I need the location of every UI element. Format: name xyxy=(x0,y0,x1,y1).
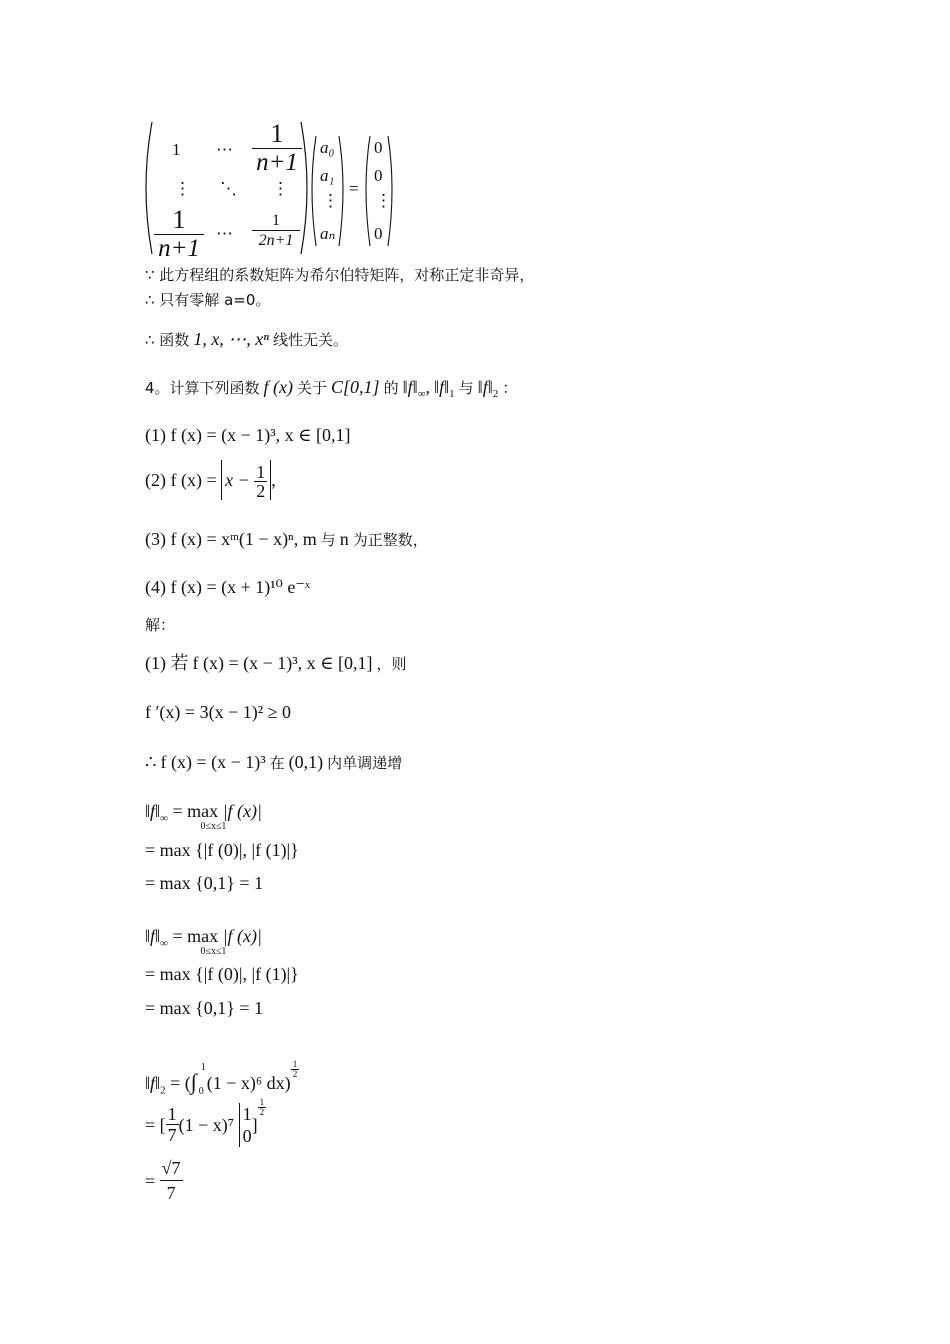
block3-l2-den: 7 xyxy=(167,1125,177,1146)
block3-l2-exp-den: 2 xyxy=(259,1107,265,1117)
item-2-x: x − xyxy=(225,470,250,490)
block2-max xyxy=(172,926,227,957)
block3-l2-eq: = [ xyxy=(145,1114,166,1135)
block3-exp xyxy=(291,1060,300,1079)
block3-l3-den: 7 xyxy=(166,1183,176,1203)
block3-lhs-sub: 2 xyxy=(160,1084,166,1097)
block3-l3-eq: = xyxy=(145,1170,156,1191)
vec-zero-1: 0 xyxy=(374,166,383,185)
vec-zero-2: ⋮ xyxy=(375,191,392,210)
block3-exp-den: 2 xyxy=(292,1069,298,1079)
block1-eq: = max xyxy=(172,801,219,821)
monotone-interval: (0,1) xyxy=(288,752,324,772)
block3-integral xyxy=(190,1062,207,1097)
solution-1-pre: (1) 若 xyxy=(145,653,189,673)
problem-4-and: 与 xyxy=(458,379,474,397)
block3-l3-num: √7 xyxy=(160,1156,183,1181)
block3-l2-body: (1 − x)⁷ xyxy=(178,1114,235,1135)
block3-lhs: ‖f‖ xyxy=(145,1073,161,1093)
block1-line3: = max {0,1} = 1 xyxy=(145,873,264,893)
item-2-pre: (2) f (x) = xyxy=(145,470,217,490)
problem-4-colon: ： xyxy=(502,379,518,397)
item-2-abs xyxy=(221,460,271,500)
independence-line xyxy=(145,330,348,349)
independence-post: 线性无关。 xyxy=(272,331,348,349)
block1-under: 0≤x≤1 xyxy=(200,821,227,832)
block2-lhs-sub: ∞ xyxy=(160,937,168,950)
block3-l2-eval xyxy=(239,1103,252,1147)
block2-under: 0≤x≤1 xyxy=(200,946,227,957)
zero-solution-line: ∴ 只有零解 a=0。 xyxy=(145,291,271,309)
vec-a-n: aₙ xyxy=(320,224,336,243)
matrix-r3-c3 xyxy=(252,212,300,251)
block3-exp-num: 1 xyxy=(292,1059,298,1069)
block3-line2 xyxy=(145,1098,266,1146)
independence-math: 1, x, ⋯, xⁿ xyxy=(193,329,269,349)
block3-body: (1 − x)⁶ dx) xyxy=(206,1073,291,1093)
integral-upper: 1 xyxy=(200,1062,206,1073)
item-2-frac xyxy=(254,463,267,500)
problem-4-of: 的 xyxy=(383,379,399,397)
solution-1-math: f (x) = (x − 1)³, x ∈ [0,1] xyxy=(192,653,373,673)
problem-4-fx: f (x) xyxy=(263,377,294,397)
vec-a-2: ⋮ xyxy=(322,191,339,210)
matrix-r3-c1-den: n+1 xyxy=(158,235,200,262)
problem-4-space: C[0,1] xyxy=(331,377,380,397)
block3-eq: = ( xyxy=(170,1073,191,1093)
item-3-post: 为正整数， xyxy=(352,531,428,549)
item-3-n: n xyxy=(339,529,349,549)
block2-line3: = max {0,1} = 1 xyxy=(145,998,264,1018)
item-2-post: , xyxy=(271,470,276,490)
solution-1-line xyxy=(145,654,407,673)
problem-4-statement: 4。计算下列函数 f (x) 关于 C[0,1] 的 $‖f‖_\infty$, $‖f‖_1$ 与 $‖f‖_2$ ： xyxy=(145,377,518,401)
item-4: (4) f (x) = (x + 1)¹⁰ e⁻ˣ xyxy=(145,577,311,597)
block2-lhs: ‖f‖ xyxy=(145,926,161,946)
block1-line1 xyxy=(145,801,262,832)
vec-a-0: a₀ xyxy=(320,138,335,157)
matrix-r1-c2: ⋯ xyxy=(216,140,233,159)
matrix-r1-c3 xyxy=(252,120,302,177)
monotone-in: 在 xyxy=(269,754,285,772)
integral-lower: 0 xyxy=(198,1086,204,1097)
independence-pre: ∴ 函数 xyxy=(145,331,190,349)
monotone-pre: ∴ xyxy=(145,752,157,772)
item-2-num: 1 xyxy=(256,462,266,483)
block3-l2-close: ] xyxy=(251,1114,258,1135)
norm-1-sub: 1 xyxy=(449,388,455,401)
matrix-r2-c3: ⋮ xyxy=(272,179,289,198)
item-3-and: 与 xyxy=(320,531,336,549)
matrix-r1-c1: 1 xyxy=(172,140,181,159)
block1-lhs: ‖f‖ xyxy=(145,801,161,821)
block3-l2-lower: 0 xyxy=(242,1125,252,1146)
block3-line1 xyxy=(145,1059,299,1097)
matrix-equals: = xyxy=(349,179,359,198)
block2-eq: = max xyxy=(172,926,219,946)
block2-line1 xyxy=(145,926,262,957)
integral-sign: ∫ xyxy=(190,1069,197,1094)
block3-l2-exp-num: 1 xyxy=(259,1097,265,1107)
matrix-r3-c3-den: 2n+1 xyxy=(258,232,294,249)
norm-1-symbol: ‖f‖ xyxy=(434,377,450,397)
norm-inf-sub: ∞ xyxy=(417,388,426,401)
block2-line2: = max {|f (0)|, |f (1)|} xyxy=(145,964,299,984)
problem-4-number: 4。计算下列函数 xyxy=(145,379,260,397)
item-3 xyxy=(145,530,428,549)
block3-line3 xyxy=(145,1156,183,1206)
item-2-den: 2 xyxy=(256,481,266,502)
matrix-r3-c1-num: 1 xyxy=(154,206,204,235)
vec-zero-3: 0 xyxy=(374,224,383,243)
block1-line2: = max {|f (0)|, |f (1)|} xyxy=(145,840,299,860)
monotone-math: f (x) = (x − 1)³ xyxy=(160,752,266,772)
derivative-line: f ′(x) = 3(x − 1)² ≥ 0 xyxy=(145,702,291,722)
block3-l2-exp xyxy=(258,1098,267,1117)
norm-inf-symbol: ‖f‖ xyxy=(402,377,418,397)
matrix-brackets xyxy=(0,0,950,270)
matrix-r3-c1 xyxy=(154,206,204,263)
block1-lhs-sub: ∞ xyxy=(160,812,168,825)
problem-4-about: 关于 xyxy=(297,379,328,397)
because-line: ∵ 此方程组的系数矩阵为希尔伯特矩阵，对称正定非奇异， xyxy=(145,266,535,284)
solution-label: 解： xyxy=(145,616,176,634)
matrix-r2-c1: ⋮ xyxy=(174,179,191,198)
vec-a-1: a₁ xyxy=(320,166,335,185)
matrix-r3-c3-num: 1 xyxy=(252,212,300,231)
norm-2-sub: 2 xyxy=(492,388,499,401)
matrix-r3-c2: ⋯ xyxy=(216,224,233,243)
block1-max xyxy=(172,801,227,832)
matrix-r2-c2: ⋱ xyxy=(220,179,237,198)
block3-l2-num: 1 xyxy=(167,1104,177,1125)
item-2 xyxy=(145,460,276,500)
item-1: (1) f (x) = (x − 1)³, x ∈ [0,1] xyxy=(145,425,351,445)
solution-1-post: ，则 xyxy=(376,655,407,673)
monotone-post: 内单调递增 xyxy=(327,754,403,772)
monotone-line xyxy=(145,753,402,772)
block3-l2-frac xyxy=(166,1104,179,1145)
block3-l3-frac xyxy=(160,1156,183,1205)
matrix-r1-c3-den: n+1 xyxy=(256,149,298,176)
block2-rhs: |f (x)| xyxy=(222,926,262,946)
norm-2-symbol: ‖f‖ xyxy=(477,377,493,397)
matrix-r1-c3-num: 1 xyxy=(252,120,302,149)
block3-l2-upper: 1 xyxy=(242,1103,252,1124)
vec-zero-0: 0 xyxy=(374,138,383,157)
block1-rhs: |f (x)| xyxy=(222,801,262,821)
item-3-math: (3) f (x) = xᵐ(1 − x)ⁿ, m xyxy=(145,529,317,549)
